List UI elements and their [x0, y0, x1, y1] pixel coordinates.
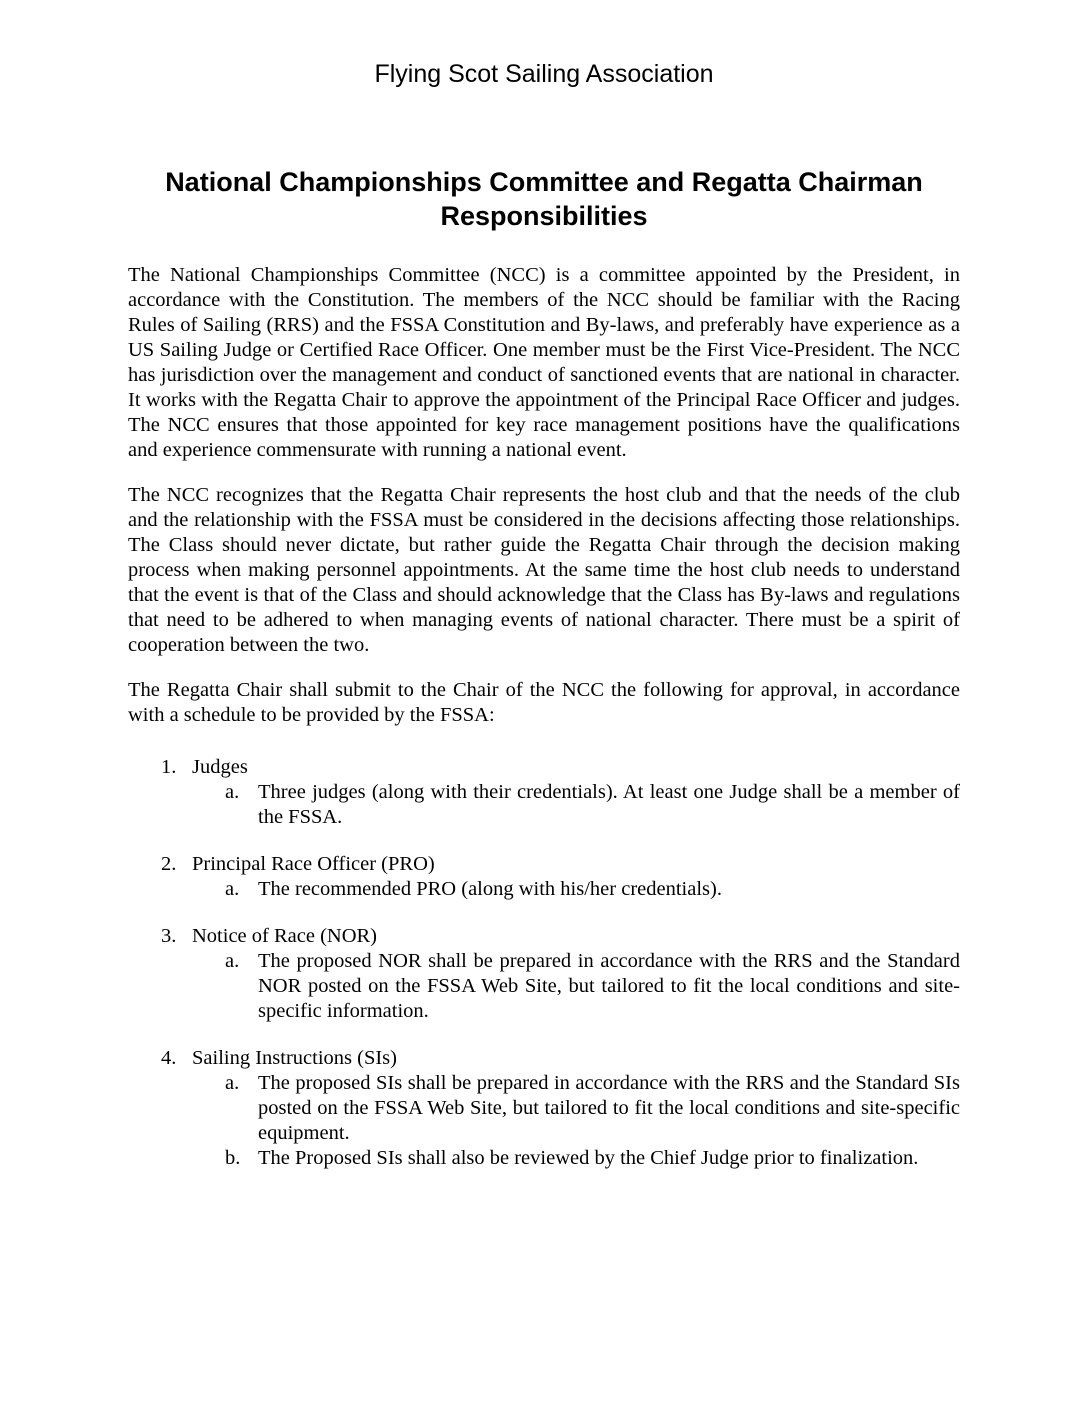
- list-subitem: [225, 877, 960, 902]
- list-item-judges: [128, 755, 960, 830]
- body-paragraph-3: The Regatta Chair shall submit to the Chair of the NCC the following for approval, in accordance with a schedule to be provided by the FSSA:: [128, 679, 960, 726]
- list-item-heading: [161, 924, 960, 949]
- body-paragraph-1: The National Championships Committee (NCC) is a committee appointed by the President, in accordance with the Constitution. The members of the NCC should be familiar with the Racing Rules of Sailing (RRS) and the FSSA Constitution and By-laws, and preferably have experience as a US Sailing Judge or Certified Race Officer. One member must be the First Vice-President. The NCC has jurisdiction over the management and conduct of sanctioned events that are national in character. It works with the Regatta Chair to approve the appointment of the Principal Race Officer and judges. The NCC ensures that those appointed for key race management positions have the qualifications and experience commensurate with running a national event.: [128, 264, 960, 461]
- list-item-sis: [128, 1046, 960, 1171]
- list-item-heading: [161, 852, 960, 877]
- document-title: [128, 165, 960, 233]
- list-item-number: 3.: [161, 925, 177, 947]
- list-item-nor: [128, 924, 960, 1024]
- numbered-list: [128, 755, 960, 1171]
- list-subitem-letter: a.: [225, 781, 240, 803]
- list-item-number: 1.: [161, 756, 177, 778]
- list-item-label: Notice of Race (NOR): [192, 925, 378, 947]
- document-title-line-1: National Championships Committee and Regatta Chairman: [165, 167, 923, 197]
- list-subitem: [225, 780, 960, 830]
- list-item-number: 4.: [161, 1047, 177, 1069]
- list-item-heading: [161, 1046, 960, 1071]
- list-subitem-text: The proposed SIs shall be prepared in accordance with the RRS and the Standard SIs posted on the FSSA Web Site, but tailored to fit the local conditions and site-specific equipment.: [258, 1072, 960, 1144]
- list-item-label: Sailing Instructions (SIs): [192, 1047, 397, 1069]
- list-item-label: Principal Race Officer (PRO): [192, 853, 435, 875]
- list-subitem: [225, 949, 960, 1024]
- list-subitem-text: Three judges (along with their credentials). At least one Judge shall be a member of the FSSA.: [258, 781, 960, 828]
- list-item-label: Judges: [192, 756, 248, 778]
- document-body: [128, 263, 960, 1171]
- list-subitem-letter: a.: [225, 1072, 240, 1094]
- list-item-heading: [161, 755, 960, 780]
- list-subitem-text: The recommended PRO (along with his/her credentials).: [258, 878, 722, 900]
- body-paragraph-2: The NCC recognizes that the Regatta Chair represents the host club and that the needs of the club and the relationship with the FSSA must be considered in the decisions affecting those relationships. The Class should never dictate, but rather guide the Regatta Chair through the decision making process when making personnel appointments. At the same time the host club needs to understand that the event is that of the Class and should acknowledge that the Class has By-laws and regulations that need to be adhered to when managing events of national character. There must be a spirit of cooperation between the two.: [128, 484, 960, 656]
- list-subitem-letter: b.: [225, 1147, 241, 1169]
- list-subitem-letter: a.: [225, 950, 240, 972]
- list-item-pro: [128, 852, 960, 902]
- list-item-number: 2.: [161, 853, 177, 875]
- list-subitem: [225, 1071, 960, 1146]
- list-subitem-letter: a.: [225, 878, 240, 900]
- list-subitem-text: The Proposed SIs shall also be reviewed by the Chief Judge prior to finalization.: [258, 1147, 919, 1169]
- organization-name: Flying Scot Sailing Association: [374, 60, 714, 88]
- document-title-line-2: Responsibilities: [440, 201, 648, 231]
- list-subitem: [225, 1146, 960, 1171]
- list-subitem-text: The proposed NOR shall be prepared in accordance with the RRS and the Standard NOR posted on the FSSA Web Site, but tailored to fit the local conditions and site-specific information.: [258, 950, 960, 1022]
